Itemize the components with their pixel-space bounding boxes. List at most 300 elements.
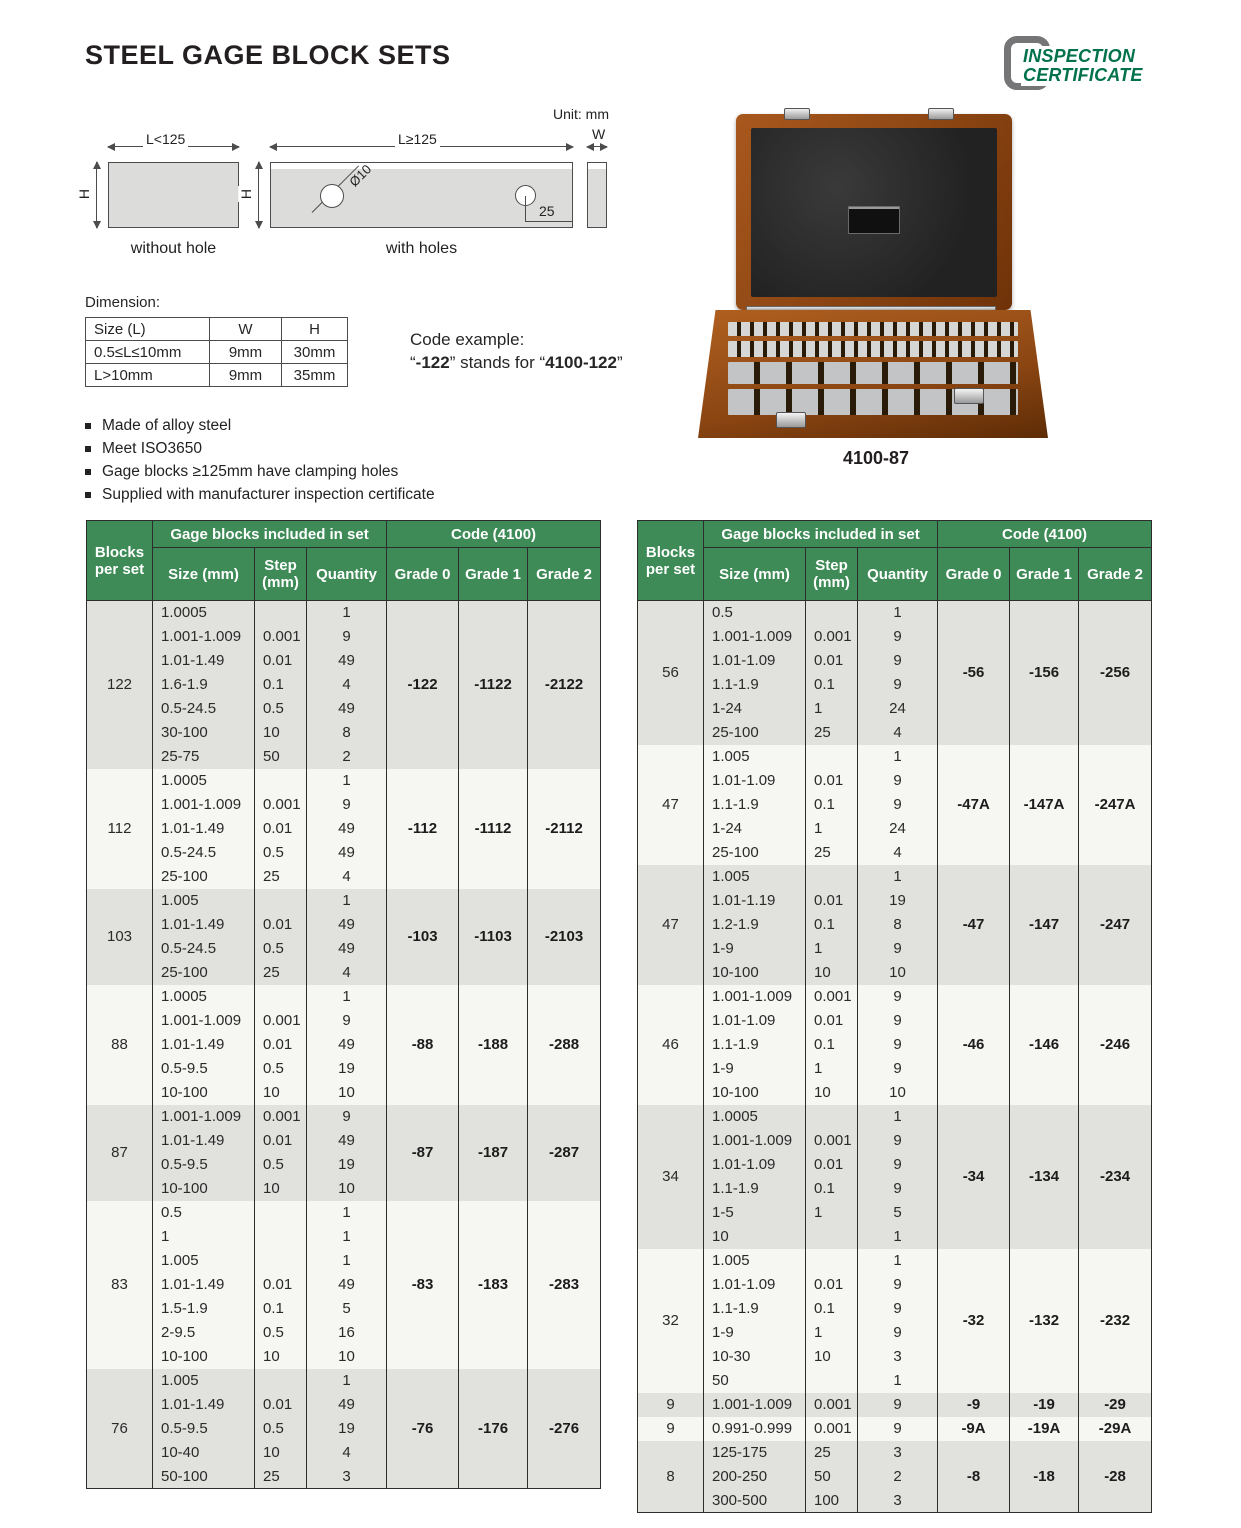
step-cell: 0.001 (255, 793, 307, 817)
step-cell: 0.01 (255, 1273, 307, 1297)
header-quantity: Quantity (858, 548, 938, 601)
size-cell: 1.5-1.9 (153, 1297, 255, 1321)
product-code-caption: 4100-87 (842, 448, 910, 468)
code-example-text: “-122” stands for “4100-122” (410, 353, 623, 372)
quantity-cell: 8 (858, 913, 938, 937)
grade1-code-cell: -188 (459, 985, 528, 1105)
page-title: STEEL GAGE BLOCK SETS (85, 40, 451, 70)
quantity-cell: 1 (858, 1249, 938, 1273)
step-cell: 1 (806, 1201, 858, 1225)
size-cell: 2-9.5 (153, 1321, 255, 1345)
step-cell: 0.01 (806, 649, 858, 673)
without-hole-caption: without hole (130, 240, 217, 257)
size-cell: 25-100 (704, 721, 806, 745)
size-cell: 1.01-1.49 (153, 817, 255, 841)
quantity-cell: 49 (307, 649, 387, 673)
product-photo (688, 108, 1064, 446)
step-cell: 0.5 (255, 1417, 307, 1441)
size-cell: 1.01-1.49 (153, 1033, 255, 1057)
quantity-cell: 1 (858, 1105, 938, 1129)
header-blocks-per-set: Blocks per set (638, 521, 704, 601)
table-row (638, 985, 1152, 1009)
grade2-code-cell: -29A (1079, 1417, 1152, 1441)
dim-header-h: H (282, 318, 348, 341)
step-cell: 0.01 (806, 889, 858, 913)
blocks-per-set-cell: 87 (87, 1105, 153, 1201)
length-label: L<125 (143, 131, 188, 147)
header-included: Gage blocks included in set (153, 521, 387, 548)
blocks-per-set-cell: 56 (638, 601, 704, 745)
size-cell: 1 (153, 1225, 255, 1249)
step-cell: 25 (806, 841, 858, 865)
size-cell: 30-100 (153, 721, 255, 745)
step-cell (255, 1249, 307, 1273)
step-cell: 1 (806, 1057, 858, 1081)
step-cell: 0.01 (806, 1009, 858, 1033)
size-cell: 1.1-1.9 (704, 673, 806, 697)
step-cell (255, 1369, 307, 1393)
step-cell: 25 (255, 865, 307, 889)
size-cell: 1.001-1.009 (153, 1009, 255, 1033)
quantity-cell: 4 (307, 673, 387, 697)
latch-icon (928, 108, 954, 120)
header-quantity: Quantity (307, 548, 387, 601)
table-row (86, 318, 348, 341)
step-cell: 10 (806, 1081, 858, 1105)
blocks-per-set-cell: 112 (87, 769, 153, 889)
table-row (87, 985, 601, 1009)
grade1-code-cell: -147 (1010, 865, 1079, 985)
size-cell: 0.5-9.5 (153, 1153, 255, 1177)
step-cell (255, 1225, 307, 1249)
step-cell: 0.1 (255, 1297, 307, 1321)
table-row (638, 865, 1152, 889)
quantity-cell: 2 (858, 1465, 938, 1489)
blocks-per-set-cell: 9 (638, 1417, 704, 1441)
grade2-code-cell: -287 (528, 1105, 601, 1201)
block-row (728, 362, 1018, 384)
logo-line2: CERTIFICATE (1023, 65, 1143, 85)
quantity-cell: 3 (858, 1345, 938, 1369)
grade1-code-cell: -146 (1010, 985, 1079, 1105)
quantity-cell: 5 (307, 1297, 387, 1321)
size-cell: 0.5 (153, 1201, 255, 1225)
latch-icon (776, 412, 806, 428)
gage-block-side-view-drawing (587, 162, 607, 228)
grade2-code-cell: -276 (528, 1369, 601, 1489)
size-cell: 1.005 (704, 865, 806, 889)
step-cell: 0.5 (255, 937, 307, 961)
quantity-cell: 49 (307, 1033, 387, 1057)
quantity-cell: 9 (858, 1273, 938, 1297)
step-cell (806, 1369, 858, 1393)
grade2-code-cell: -2103 (528, 889, 601, 985)
grade0-code-cell: -83 (387, 1201, 459, 1369)
latch-icon (784, 108, 810, 120)
size-cell: 200-250 (704, 1465, 806, 1489)
grade0-code-cell: -34 (938, 1105, 1010, 1249)
size-cell: 1.1-1.9 (704, 1297, 806, 1321)
width-dimension-line (587, 146, 607, 147)
size-cell: 1.01-1.09 (704, 769, 806, 793)
step-cell: 1 (806, 1321, 858, 1345)
dimension-table (85, 317, 348, 387)
size-cell: 1.1-1.9 (704, 793, 806, 817)
dim-header-w: W (210, 318, 282, 341)
table-header-row (638, 548, 1152, 601)
quantity-cell: 9 (858, 625, 938, 649)
size-cell: 0.5-24.5 (153, 937, 255, 961)
grade0-code-cell: -112 (387, 769, 459, 889)
size-cell: 1.1-1.9 (704, 1177, 806, 1201)
grade1-code-cell: -18 (1010, 1441, 1079, 1513)
table-row (638, 1417, 1152, 1441)
quantity-cell: 1 (858, 865, 938, 889)
step-cell: 0.5 (255, 697, 307, 721)
quantity-cell: 1 (307, 601, 387, 625)
step-cell: 0.001 (806, 625, 858, 649)
gage-block-sets-table-right (637, 520, 1152, 1513)
quantity-cell: 1 (307, 985, 387, 1009)
quantity-cell: 9 (858, 1297, 938, 1321)
table-row (87, 1105, 601, 1129)
size-cell: 0.5-9.5 (153, 1057, 255, 1081)
table-header-row (87, 548, 601, 601)
table-row (87, 1201, 601, 1225)
step-cell: 0.001 (806, 985, 858, 1009)
header-grade0: Grade 0 (387, 548, 459, 601)
quantity-cell: 10 (858, 961, 938, 985)
grade2-code-cell: -247A (1079, 745, 1152, 865)
quantity-cell: 49 (307, 1393, 387, 1417)
size-cell: 10-100 (153, 1345, 255, 1369)
quantity-cell: 9 (858, 1417, 938, 1441)
size-cell: 0.991-0.999 (704, 1417, 806, 1441)
quantity-cell: 3 (307, 1465, 387, 1489)
size-cell: 10 (704, 1225, 806, 1249)
header-grade2: Grade 2 (528, 548, 601, 601)
quantity-cell: 19 (307, 1153, 387, 1177)
blocks-per-set-cell: 47 (638, 745, 704, 865)
quantity-cell: 49 (307, 841, 387, 865)
step-cell (255, 769, 307, 793)
size-cell: 1.001-1.009 (704, 1393, 806, 1417)
step-cell: 0.001 (806, 1417, 858, 1441)
step-cell: 10 (255, 721, 307, 745)
quantity-cell: 9 (858, 1033, 938, 1057)
size-cell: 10-40 (153, 1441, 255, 1465)
quantity-cell: 3 (858, 1441, 938, 1465)
dim-w-cell: 9mm (210, 341, 282, 364)
quantity-cell: 9 (858, 985, 938, 1009)
table-header-row (87, 521, 601, 548)
quantity-cell: 24 (858, 697, 938, 721)
quantity-cell: 49 (307, 913, 387, 937)
quantity-cell: 9 (858, 673, 938, 697)
header-code: Code (4100) (387, 521, 601, 548)
step-cell: 0.01 (806, 1273, 858, 1297)
grade1-code-cell: -132 (1010, 1249, 1079, 1393)
size-cell: 1.01-1.09 (704, 1009, 806, 1033)
dim-h-cell: 35mm (282, 364, 348, 387)
step-cell: 10 (255, 1177, 307, 1201)
table-row (87, 601, 601, 625)
step-cell: 0.1 (255, 673, 307, 697)
grade1-code-cell: -156 (1010, 601, 1079, 745)
clamping-hole-icon (320, 184, 344, 208)
step-cell: 25 (255, 961, 307, 985)
step-cell (806, 601, 858, 625)
size-cell: 25-100 (704, 841, 806, 865)
quantity-cell: 1 (307, 1225, 387, 1249)
grade2-code-cell: -247 (1079, 865, 1152, 985)
grade2-code-cell: -234 (1079, 1105, 1152, 1249)
size-cell: 10-100 (704, 1081, 806, 1105)
unit-label: Unit: mm (553, 106, 609, 122)
quantity-cell: 1 (307, 1201, 387, 1225)
size-cell: 1.001-1.009 (153, 1105, 255, 1129)
height-label: H (76, 186, 92, 202)
size-cell: 1.001-1.009 (704, 625, 806, 649)
step-cell: 0.001 (806, 1129, 858, 1153)
dim-size-cell: L>10mm (86, 364, 210, 387)
dim-size-cell: 0.5≤L≤10mm (86, 341, 210, 364)
quantity-cell: 1 (307, 1249, 387, 1273)
quantity-cell: 9 (858, 937, 938, 961)
height-dimension-line (96, 162, 97, 228)
logo-text (1021, 46, 1145, 86)
dim-w-cell: 9mm (210, 364, 282, 387)
grade2-code-cell: -283 (528, 1201, 601, 1369)
quantity-cell: 3 (858, 1489, 938, 1513)
grade0-code-cell: -32 (938, 1249, 1010, 1393)
grade0-code-cell: -87 (387, 1105, 459, 1201)
grade1-code-cell: -147A (1010, 745, 1079, 865)
size-cell: 25-75 (153, 745, 255, 769)
size-cell: 1.005 (153, 1369, 255, 1393)
quantity-cell: 2 (307, 745, 387, 769)
table-row (638, 1441, 1152, 1465)
step-cell: 0.5 (255, 1057, 307, 1081)
step-cell (255, 985, 307, 1009)
header-grade0: Grade 0 (938, 548, 1010, 601)
size-cell: 0.5 (704, 601, 806, 625)
header-code: Code (4100) (938, 521, 1152, 548)
step-cell: 100 (806, 1489, 858, 1513)
size-cell: 1-5 (704, 1201, 806, 1225)
header-size: Size (mm) (153, 548, 255, 601)
size-cell: 1.01-1.49 (153, 649, 255, 673)
table-row (87, 1369, 601, 1393)
code-example (410, 328, 623, 374)
quantity-cell: 9 (858, 1009, 938, 1033)
step-cell: 0.001 (255, 625, 307, 649)
step-cell (255, 889, 307, 913)
step-cell: 10 (806, 961, 858, 985)
quantity-cell: 49 (307, 1129, 387, 1153)
step-cell (806, 1249, 858, 1273)
step-cell: 0.01 (806, 769, 858, 793)
quantity-cell: 49 (307, 1273, 387, 1297)
size-cell: 1.01-1.49 (153, 1273, 255, 1297)
table-row (638, 1249, 1152, 1273)
size-cell: 1.005 (704, 1249, 806, 1273)
step-cell: 0.01 (255, 1033, 307, 1057)
step-cell: 10 (255, 1441, 307, 1465)
quantity-cell: 49 (307, 697, 387, 721)
quantity-cell: 9 (307, 625, 387, 649)
quantity-cell: 19 (307, 1057, 387, 1081)
grade0-code-cell: -46 (938, 985, 1010, 1105)
table-row (87, 889, 601, 913)
table-row (86, 364, 348, 387)
table-row (638, 745, 1152, 769)
grade0-code-cell: -103 (387, 889, 459, 985)
gage-block-without-hole-drawing (108, 162, 239, 228)
size-cell: 1.0005 (153, 985, 255, 1009)
step-cell: 0.01 (255, 1393, 307, 1417)
header-step: Step (mm) (255, 548, 307, 601)
feature-item: Meet ISO3650 (85, 437, 435, 460)
feature-list (85, 414, 435, 506)
length-label: L≥125 (395, 131, 440, 147)
size-cell: 25-100 (153, 865, 255, 889)
quantity-cell: 9 (858, 793, 938, 817)
header-grade2: Grade 2 (1079, 548, 1152, 601)
header-blocks-per-set: Blocks per set (87, 521, 153, 601)
blocks-per-set-cell: 8 (638, 1441, 704, 1513)
size-cell: 1.0005 (153, 769, 255, 793)
step-cell: 0.01 (255, 1129, 307, 1153)
size-cell: 1.01-1.19 (704, 889, 806, 913)
quantity-cell: 9 (858, 1057, 938, 1081)
grade2-code-cell: -246 (1079, 985, 1152, 1105)
step-cell: 0.1 (806, 1297, 858, 1321)
step-cell (255, 1201, 307, 1225)
blocks-per-set-cell: 9 (638, 1393, 704, 1417)
feature-item: Made of alloy steel (85, 414, 435, 437)
step-cell: 0.5 (255, 1153, 307, 1177)
size-cell: 10-30 (704, 1345, 806, 1369)
blocks-per-set-cell: 47 (638, 865, 704, 985)
quantity-cell: 1 (858, 745, 938, 769)
quantity-cell: 5 (858, 1201, 938, 1225)
size-cell: 1.005 (153, 1249, 255, 1273)
dim-h-cell: 30mm (282, 341, 348, 364)
quantity-cell: 8 (307, 721, 387, 745)
table-row (87, 769, 601, 793)
hole-diameter-label: Ø10 (346, 161, 375, 190)
table-header-row (638, 521, 1152, 548)
size-cell: 1.01-1.49 (153, 1393, 255, 1417)
grade1-code-cell: -187 (459, 1105, 528, 1201)
size-cell: 1.005 (153, 889, 255, 913)
code-example-suffix: -122 (415, 353, 450, 372)
quantity-cell: 49 (307, 817, 387, 841)
block-row (728, 341, 1018, 357)
step-cell: 1 (806, 817, 858, 841)
step-cell: 50 (255, 745, 307, 769)
step-cell: 1 (806, 697, 858, 721)
dim-header-size: Size (L) (86, 318, 210, 341)
blocks-per-set-cell: 32 (638, 1249, 704, 1393)
table-row (638, 1393, 1152, 1417)
header-included: Gage blocks included in set (704, 521, 938, 548)
step-cell: 10 (255, 1345, 307, 1369)
width-label: W (589, 126, 608, 142)
quantity-cell: 10 (307, 1081, 387, 1105)
size-cell: 1.001-1.009 (704, 985, 806, 1009)
size-cell: 1.005 (704, 745, 806, 769)
quantity-cell: 1 (858, 601, 938, 625)
size-cell: 50-100 (153, 1465, 255, 1489)
grade0-code-cell: -122 (387, 601, 459, 769)
grade0-code-cell: -47A (938, 745, 1010, 865)
step-cell (806, 745, 858, 769)
size-cell: 1.001-1.009 (153, 625, 255, 649)
step-cell: 0.01 (806, 1153, 858, 1177)
size-cell: 0.5-9.5 (153, 1417, 255, 1441)
case-foam (751, 128, 997, 297)
grade1-code-cell: -183 (459, 1201, 528, 1369)
table-row (638, 601, 1152, 625)
step-cell: 0.5 (255, 1321, 307, 1345)
step-cell: 0.1 (806, 1033, 858, 1057)
offset-label: 25 (539, 203, 555, 219)
grade0-code-cell: -9A (938, 1417, 1010, 1441)
size-cell: 1.001-1.009 (153, 793, 255, 817)
step-cell: 0.01 (255, 913, 307, 937)
quantity-cell: 10 (307, 1177, 387, 1201)
step-cell: 25 (806, 1441, 858, 1465)
blocks-per-set-cell: 103 (87, 889, 153, 985)
size-cell: 10-100 (153, 1177, 255, 1201)
grade1-code-cell: -134 (1010, 1105, 1079, 1249)
step-cell: 0.1 (806, 673, 858, 697)
quantity-cell: 9 (858, 649, 938, 673)
quantity-cell: 9 (858, 1393, 938, 1417)
blocks-per-set-cell: 76 (87, 1369, 153, 1489)
size-cell: 1.01-1.09 (704, 1153, 806, 1177)
step-cell: 0.001 (806, 1393, 858, 1417)
size-cell: 1.6-1.9 (153, 673, 255, 697)
quantity-cell: 4 (307, 865, 387, 889)
header-grade1: Grade 1 (1010, 548, 1079, 601)
quantity-cell: 9 (858, 1129, 938, 1153)
feature-item: Gage blocks ≥125mm have clamping holes (85, 460, 435, 483)
grade1-code-cell: -19A (1010, 1417, 1079, 1441)
step-cell: 25 (806, 721, 858, 745)
height-dimension-line (258, 162, 259, 228)
quantity-cell: 49 (307, 937, 387, 961)
step-cell: 0.1 (806, 793, 858, 817)
gage-block-sets-table-left (86, 520, 601, 1489)
quantity-cell: 4 (307, 961, 387, 985)
step-cell (806, 1105, 858, 1129)
step-cell: 0.001 (255, 1105, 307, 1129)
grade2-code-cell: -28 (1079, 1441, 1152, 1513)
code-example-full-code: 4100-122 (545, 353, 617, 372)
step-cell: 10 (806, 1345, 858, 1369)
grade1-code-cell: -1112 (459, 769, 528, 889)
grade0-code-cell: -76 (387, 1369, 459, 1489)
step-cell: 10 (255, 1081, 307, 1105)
logo-line1: INSPECTION (1023, 46, 1136, 66)
quantity-cell: 9 (858, 1321, 938, 1345)
size-cell: 1-24 (704, 697, 806, 721)
block-row (728, 322, 1018, 336)
table-row (86, 341, 348, 364)
